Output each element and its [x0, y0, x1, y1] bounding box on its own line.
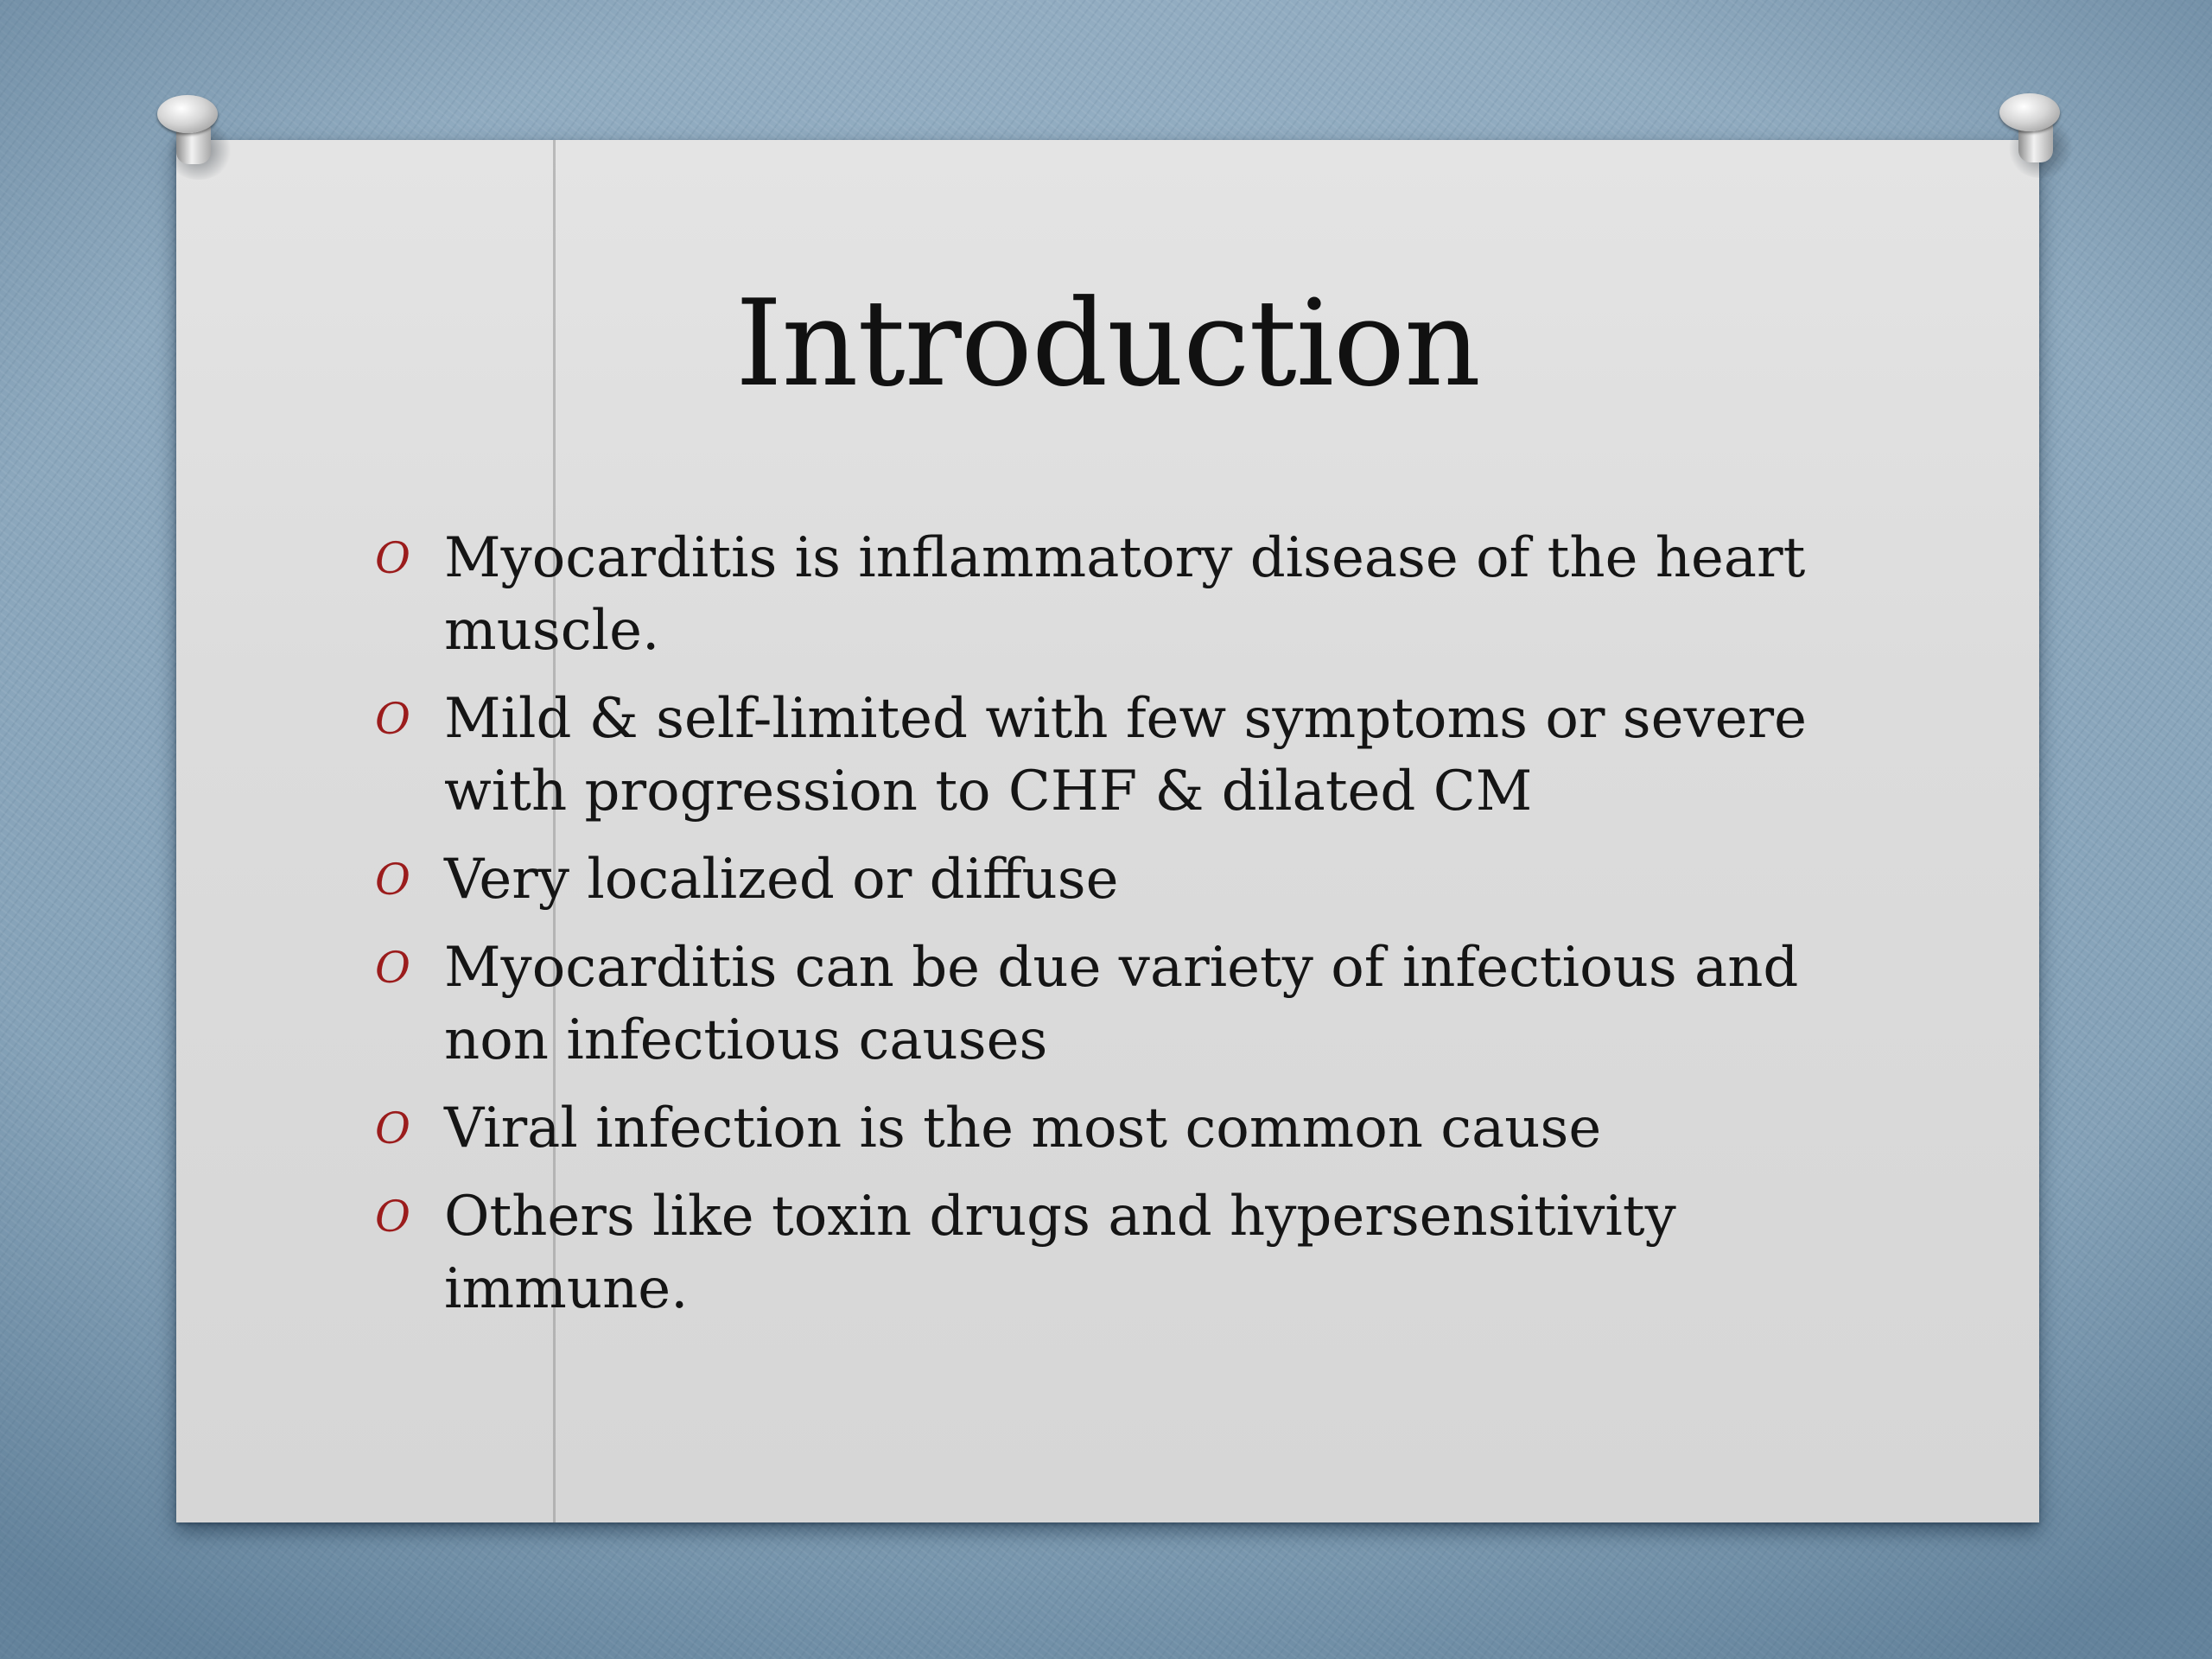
bullet-text: Mild & self-limited with few symptoms or severe with progression to CHF & dilated CM — [444, 687, 1807, 823]
bullet-text: Very localized or diffuse — [444, 848, 1119, 912]
bullet-text: Myocarditis is inflammatory disease of the heart muscle. — [444, 526, 1806, 663]
bullet-text: Viral infection is the most common cause — [444, 1096, 1602, 1160]
bullet-marker-icon: O — [375, 533, 410, 583]
bullet-item — [372, 931, 1858, 1077]
bullet-marker-icon: O — [375, 943, 410, 993]
bullet-item — [372, 1092, 1858, 1165]
bullet-item — [372, 522, 1858, 667]
bullet-item — [372, 843, 1858, 916]
bullet-text: Myocarditis can be due variety of infectious and non infectious causes — [444, 936, 1799, 1072]
bullet-marker-icon: O — [375, 694, 410, 744]
slide-title: Introduction — [735, 274, 1480, 413]
bullet-text: Others like toxin drugs and hypersensitivity immune. — [444, 1185, 1676, 1321]
bullet-item — [372, 1180, 1858, 1325]
pushpin-icon — [157, 95, 228, 173]
bullet-marker-icon: O — [375, 855, 410, 905]
pushpin-icon — [1999, 93, 2070, 171]
bullet-list — [372, 522, 1858, 1341]
bullet-marker-icon: O — [375, 1103, 410, 1154]
bullet-item — [372, 683, 1858, 828]
bullet-marker-icon: O — [375, 1192, 410, 1242]
